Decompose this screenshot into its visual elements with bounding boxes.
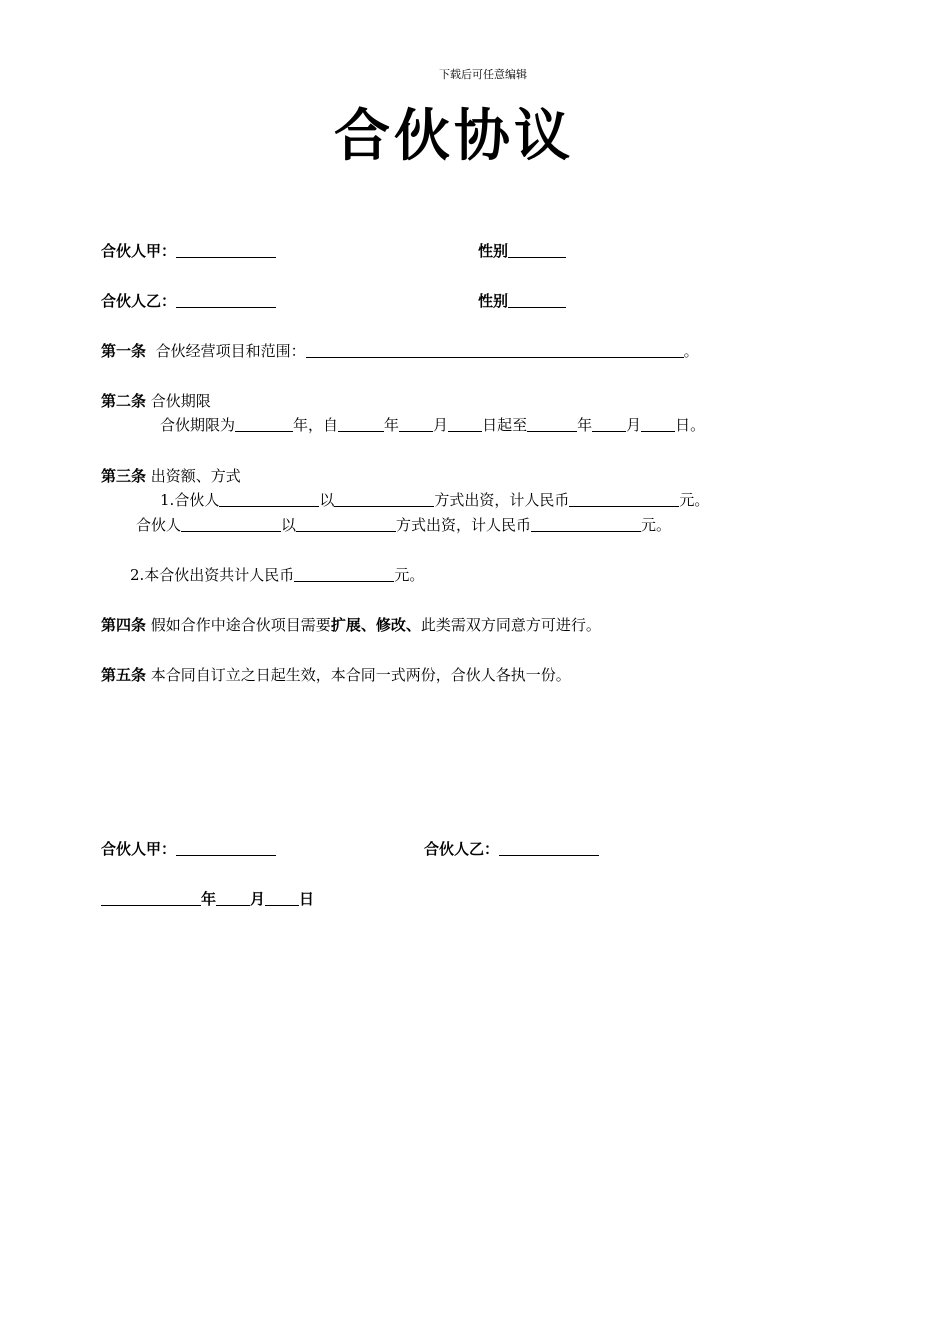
article-4-text: 假如合作中途合伙项目需要 (150, 616, 331, 634)
yuan-label: 元。 (641, 516, 672, 534)
contribution-row-1 (160, 490, 709, 510)
year-label: 年 (384, 416, 400, 434)
article-5-head: 第五条 (101, 666, 147, 684)
article-1-text: 合伙经营项目和范围： (155, 342, 306, 360)
end-month-blank[interactable] (592, 417, 626, 432)
party-b-blank[interactable] (176, 293, 276, 308)
term-from-label: 年，自 (293, 416, 339, 434)
article-3 (101, 466, 241, 486)
party-a-blank[interactable] (176, 243, 276, 258)
article-5-text: 本合同自订立之日起生效，本合同一式两份，合伙人各执一份。 (150, 666, 571, 684)
article-3-head: 第三条 (101, 467, 147, 485)
partner-label: 合伙人 (174, 491, 220, 509)
method-label: 方式出资，计人民币 (434, 491, 570, 509)
item-number: 1. (160, 491, 175, 509)
method-1-blank[interactable] (334, 492, 434, 507)
month-label: 月 (433, 416, 449, 434)
term-label: 合伙期限为 (160, 416, 236, 434)
article-1-end: 。 (683, 342, 699, 360)
document-title: 合伙协议 (334, 104, 574, 169)
header-hint: 下载后可任意编辑 (439, 68, 527, 81)
end-day-blank[interactable] (641, 417, 675, 432)
amount-2-blank[interactable] (531, 517, 641, 532)
partner-1-blank[interactable] (219, 492, 319, 507)
start-month-blank[interactable] (399, 417, 433, 432)
yuan-label: 元。 (394, 566, 425, 584)
article-4-emphasis: 扩展、修改、 (330, 616, 421, 634)
article-4 (101, 615, 601, 635)
sign-party-a (101, 839, 276, 859)
start-day-blank[interactable] (448, 417, 482, 432)
article-3-title: 出资额、方式 (150, 467, 241, 485)
method-label: 方式出资，计人民币 (396, 516, 532, 534)
sign-party-a-blank[interactable] (176, 841, 276, 856)
party-b-row (101, 291, 276, 311)
gender-b-blank[interactable] (508, 293, 566, 308)
by-label: 以 (281, 516, 297, 534)
year-label: 年 (577, 416, 593, 434)
sign-party-b-blank[interactable] (499, 841, 599, 856)
article-2-title: 合伙期限 (150, 392, 211, 410)
article-1-head: 第一条 (101, 342, 147, 360)
sign-party-b-label: 合伙人乙： (424, 840, 500, 858)
term-years-blank[interactable] (235, 417, 293, 432)
article-1 (101, 341, 699, 361)
article-4-text-end: 此类需双方同意方可进行。 (420, 616, 601, 634)
article-2-body (160, 415, 705, 435)
sign-year-label: 年 (201, 890, 217, 908)
sign-day-label: 日 (299, 890, 315, 908)
article-2-head: 第二条 (101, 392, 147, 410)
party-a-gender-row (478, 241, 566, 261)
party-b-gender-row (478, 291, 566, 311)
article-5 (101, 665, 571, 685)
article-1-blank[interactable] (306, 343, 684, 358)
sign-day-blank[interactable] (265, 891, 299, 906)
sign-date (101, 889, 314, 909)
sign-year-blank[interactable] (101, 891, 201, 906)
method-2-blank[interactable] (296, 517, 396, 532)
sign-month-label: 月 (250, 890, 266, 908)
total-blank[interactable] (294, 567, 394, 582)
gender-label-a: 性别 (478, 242, 509, 260)
contribution-total (130, 565, 424, 585)
total-label: 2.本合伙出资共计人民币 (130, 566, 295, 584)
amount-1-blank[interactable] (569, 492, 679, 507)
article-4-head: 第四条 (101, 616, 147, 634)
gender-a-blank[interactable] (508, 243, 566, 258)
month-label: 月 (626, 416, 642, 434)
party-a-row (101, 241, 276, 261)
gender-label-b: 性别 (478, 292, 509, 310)
sign-party-b (424, 839, 599, 859)
party-a-label: 合伙人甲： (101, 242, 177, 260)
day-label: 日。 (675, 416, 706, 434)
by-label: 以 (319, 491, 335, 509)
end-year-blank[interactable] (527, 417, 577, 432)
partner-2-blank[interactable] (181, 517, 281, 532)
article-2 (101, 391, 211, 411)
contribution-row-2 (136, 515, 671, 535)
party-b-label: 合伙人乙： (101, 292, 177, 310)
sign-month-blank[interactable] (216, 891, 250, 906)
until-label: 日起至 (482, 416, 528, 434)
partner-label: 合伙人 (136, 516, 182, 534)
sign-party-a-label: 合伙人甲： (101, 840, 177, 858)
yuan-label: 元。 (679, 491, 710, 509)
start-year-blank[interactable] (338, 417, 384, 432)
